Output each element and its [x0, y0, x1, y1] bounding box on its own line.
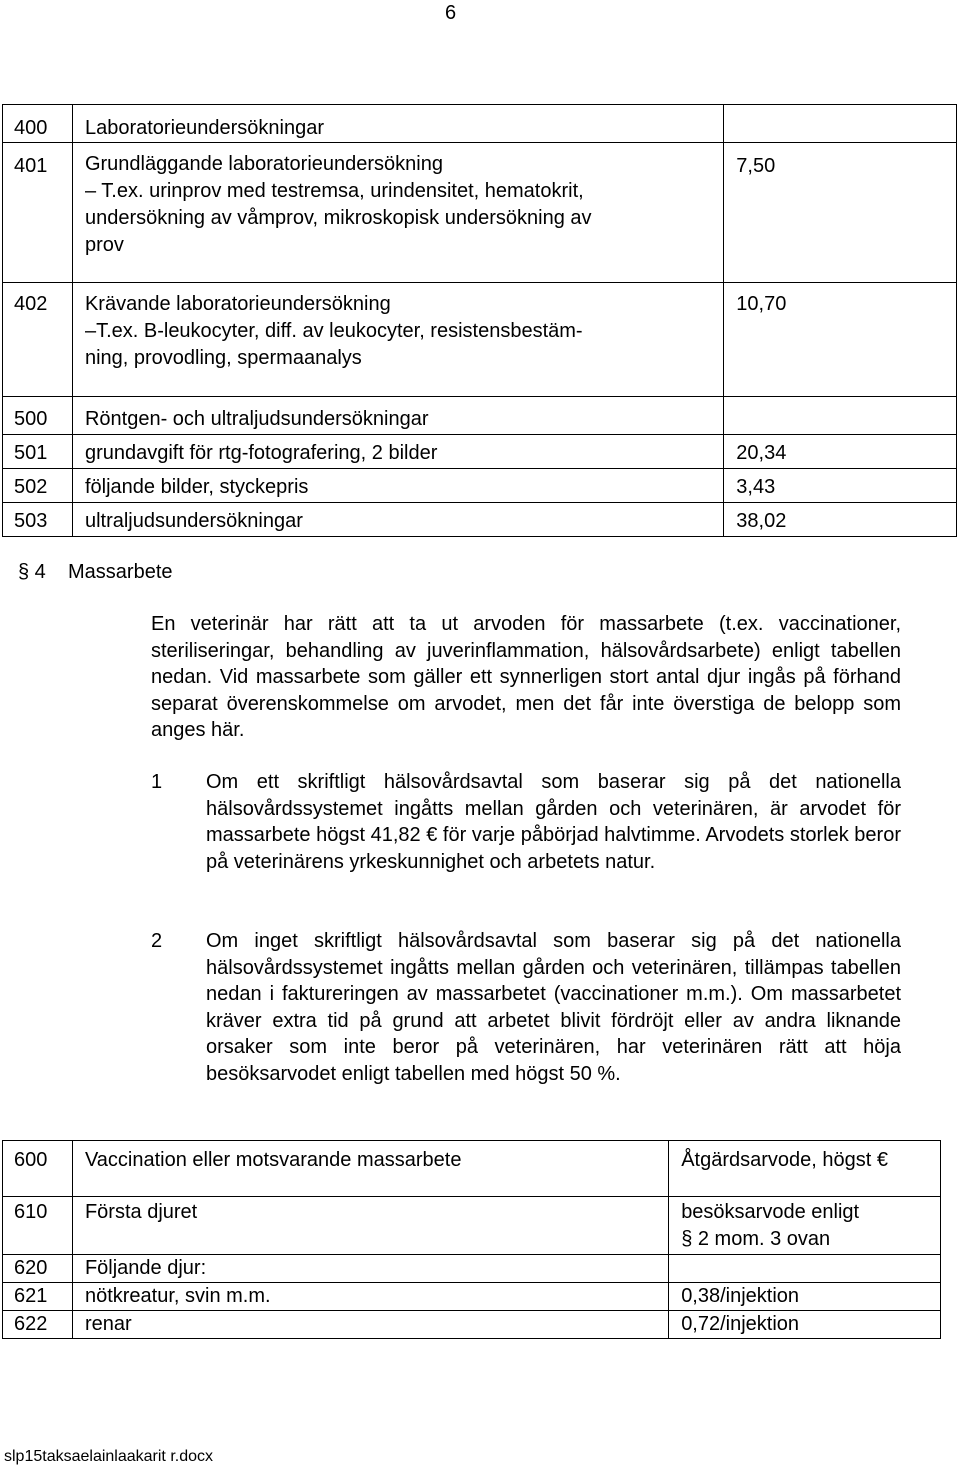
row-number: 600 — [3, 1141, 73, 1197]
item-number: 1 — [151, 771, 163, 793]
row-value: 7,50 — [724, 143, 957, 283]
page-number: 6 — [445, 2, 457, 24]
row-text-line: ning, provodling, spermaanalys — [84, 347, 362, 369]
row-value — [669, 1255, 941, 1283]
item-number: 2 — [151, 930, 163, 952]
table-row — [3, 1283, 941, 1311]
item-text: Om ett skriftligt hälsovårdsavtal som baserar sig på det nationella hälsovårdssystemet ingåtts mellan gården och veterinären, är arvodet för massarbete högst 41,82 € för varje påbörjad halvtimme. Arvodets storlek beror på veterinärens yrkeskunnighet och arbetets natur. — [206, 771, 901, 873]
table-row — [3, 469, 957, 503]
row-text: Första djuret — [72, 1197, 668, 1255]
section-intro: En veterinär har rätt att ta ut arvoden för massarbete (t.ex. vaccinationer, steriliseringar, behandling av juverinflammation, hälsovårdsarbete) enligt tabellen nedan. Vid massarbete som gäller ett synnerligen stort antal djur ingås på förhand separat överenskommelse om arvodet, men det får inte överstiga de belopp som anges här. — [151, 613, 901, 741]
row-number: 500 — [3, 397, 73, 435]
row-number: 610 — [3, 1197, 73, 1255]
row-value: 3,43 — [724, 469, 957, 503]
fee-table-lab-xray — [2, 104, 957, 537]
row-text-line: Grundläggande laboratorieundersökning — [84, 153, 443, 175]
table-row — [3, 143, 957, 283]
row-number: 503 — [3, 503, 73, 537]
row-value: 0,38/injektion — [669, 1283, 941, 1311]
row-text-line: undersökning av våmprov, mikroskopisk undersökning av — [84, 207, 592, 229]
row-number: 620 — [3, 1255, 73, 1283]
row-value: 38,02 — [724, 503, 957, 537]
row-text: ultraljudsundersökningar — [72, 503, 723, 537]
footer-filename: slp15taksaelainlaakarit r.docx — [4, 1448, 214, 1465]
fee-table-mass-work — [2, 1140, 941, 1339]
row-text: grundavgift för rtg-fotografering, 2 bilder — [72, 435, 723, 469]
row-text — [72, 283, 723, 397]
table-row — [3, 503, 957, 537]
row-number: 502 — [3, 469, 73, 503]
table-row — [3, 1255, 941, 1283]
row-text: följande bilder, styckepris — [72, 469, 723, 503]
row-value-line: § 2 mom. 3 ovan — [681, 1228, 831, 1250]
row-text-line: – T.ex. urinprov med testremsa, urindensitet, hematokrit, — [84, 180, 584, 202]
row-number: 621 — [3, 1283, 73, 1311]
row-value: 0,72/injektion — [669, 1311, 941, 1339]
row-text: Vaccination eller motsvarande massarbete — [72, 1141, 668, 1197]
row-number: 401 — [3, 143, 73, 283]
table-row — [3, 1141, 941, 1197]
row-number: 402 — [3, 283, 73, 397]
table-row — [3, 397, 957, 435]
row-value: Åtgärdsarvode, högst € — [669, 1141, 941, 1197]
row-text-line: –T.ex. B-leukocyter, diff. av leukocyter, resistensbestäm- — [84, 320, 583, 342]
row-number: 622 — [3, 1311, 73, 1339]
item-text: Om inget skriftligt hälsovårdsavtal som baserar sig på det nationella hälsovårdssystemet ingåtts mellan gården och veterinären, tillämpas tabellen nedan i faktureringen av massarbetet (vaccinationer m.m.). Om massarbetet kräver extra tid på grund att arbetet blivit fördröjt eller av andra liknande orsaker som inte beror på veterinären, har veterinären rätt att höja besöksarvodet enligt tabellen med högst 50 %. — [206, 930, 901, 1085]
row-text: renar — [72, 1311, 668, 1339]
table-row — [3, 283, 957, 397]
table-row — [3, 435, 957, 469]
row-value — [669, 1197, 941, 1255]
table-row — [3, 1311, 941, 1339]
row-text: nötkreatur, svin m.m. — [72, 1283, 668, 1311]
row-value: 20,34 — [724, 435, 957, 469]
section-number: § 4 — [18, 561, 46, 583]
row-text-line: Krävande laboratorieundersökning — [84, 293, 391, 315]
row-number: 400 — [3, 105, 73, 143]
table-row — [3, 105, 957, 143]
row-text-line: prov — [84, 234, 124, 256]
row-value — [724, 105, 957, 143]
section-title: Massarbete — [68, 561, 173, 583]
row-text: Röntgen- och ultraljudsundersökningar — [72, 397, 723, 435]
row-text: Laboratorieundersökningar — [72, 105, 723, 143]
row-number: 501 — [3, 435, 73, 469]
row-value-line: besöksarvode enligt — [681, 1201, 860, 1223]
row-text: Följande djur: — [72, 1255, 668, 1283]
table-row — [3, 1197, 941, 1255]
row-text — [72, 143, 723, 283]
row-value: 10,70 — [724, 283, 957, 397]
row-value — [724, 397, 957, 435]
